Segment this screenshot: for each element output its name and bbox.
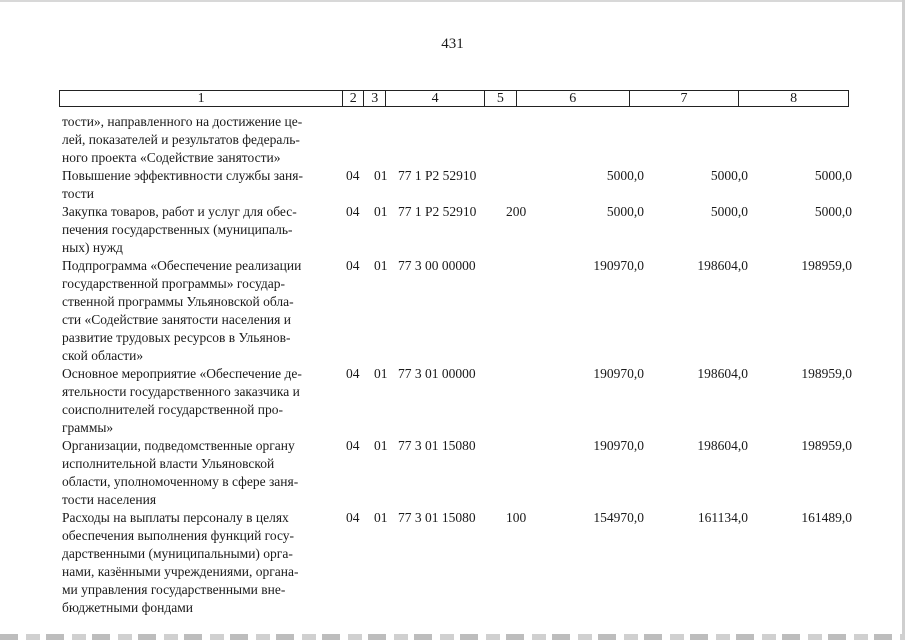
amount-col-6: 5000,0 (606, 168, 644, 183)
description-line: соисполнителей государственной про- (62, 402, 283, 417)
subsection-code: 01 (374, 510, 388, 525)
section-code: 04 (346, 510, 360, 525)
amount-col-7: 198604,0 (697, 438, 748, 453)
amount-col-8: 198959,0 (801, 366, 852, 381)
description-line: Повышение эффективности службы заня- (62, 168, 303, 183)
description-line: ственной программы Ульяновской обла- (62, 294, 294, 309)
amount-col-6: 190970,0 (593, 438, 644, 453)
amount-col-7: 161134,0 (697, 510, 748, 525)
table-body (62, 113, 852, 617)
description-line: тости населения (62, 492, 157, 507)
section-code: 04 (346, 168, 360, 183)
row-description (62, 365, 346, 437)
expense-type-code: 100 (506, 510, 527, 525)
expense-type-code: 200 (506, 204, 527, 219)
table-row (62, 509, 852, 617)
row-description (62, 167, 346, 203)
amount-col-8: 5000,0 (814, 168, 852, 183)
expense-type-code (506, 437, 544, 455)
amount-col-8: 198959,0 (801, 258, 852, 273)
row-description (62, 437, 346, 509)
header-col-6: 6 (517, 91, 630, 106)
target-article-code: 77 3 01 00000 (398, 366, 476, 381)
table-header (59, 90, 849, 107)
amount-col-6: 190970,0 (593, 366, 644, 381)
target-article-code: 77 3 01 15080 (398, 438, 476, 453)
section-code: 04 (346, 204, 360, 219)
description-line: дарственными (муниципальными) орга- (62, 546, 293, 561)
header-col-5: 5 (485, 91, 517, 106)
description-line: тости», направленного на достижение це- (62, 114, 303, 129)
amount-col-7: 198604,0 (697, 366, 748, 381)
amount-col-8: 161489,0 (801, 510, 852, 525)
row-description (62, 509, 346, 617)
table-row (62, 167, 852, 203)
amount-col-7: 198604,0 (697, 258, 748, 273)
row-values (346, 167, 852, 185)
subsection-code: 01 (374, 438, 388, 453)
row-description (62, 113, 346, 167)
description-line: Подпрограмма «Обеспечение реализации (62, 258, 302, 273)
subsection-code: 01 (374, 168, 388, 183)
row-values (346, 257, 852, 275)
description-line: развитие трудовых ресурсов в Ульянов- (62, 330, 291, 345)
description-line: сти «Содействие занятости населения и (62, 312, 291, 327)
description-line: области, уполномоченному в сфере заня- (62, 474, 299, 489)
expense-type-code (506, 365, 544, 383)
table-row (62, 113, 852, 167)
table-row (62, 257, 852, 365)
description-line: бюджетными фондами (62, 600, 193, 615)
description-line: граммы» (62, 420, 114, 435)
description-line: исполнительной власти Ульяновской (62, 456, 275, 471)
section-code: 04 (346, 366, 360, 381)
amount-col-6: 5000,0 (606, 204, 644, 219)
header-col-3: 3 (364, 91, 386, 106)
description-line: печения государственных (муниципаль- (62, 222, 293, 237)
description-line: Основное мероприятие «Обеспечение де- (62, 366, 302, 381)
row-values (346, 509, 852, 527)
header-col-8: 8 (790, 91, 798, 106)
description-line: ных) нужд (62, 240, 123, 255)
description-line: Расходы на выплаты персоналу в целях (62, 510, 289, 525)
target-article-code: 77 1 Р2 52910 (398, 204, 477, 219)
page-bottom-edge (0, 634, 905, 640)
subsection-code: 01 (374, 258, 388, 273)
amount-col-8: 5000,0 (814, 204, 852, 219)
description-line: ятельности государственного заказчика и (62, 384, 300, 399)
subsection-code: 01 (374, 204, 388, 219)
expense-type-code (506, 257, 544, 275)
description-line: ской области» (62, 348, 144, 363)
page-top-edge (0, 0, 905, 2)
amount-col-7: 5000,0 (710, 204, 748, 219)
target-article-code: 77 3 00 00000 (398, 258, 476, 273)
subsection-code: 01 (374, 366, 388, 381)
page-number: 431 (441, 36, 464, 52)
section-code: 04 (346, 438, 360, 453)
header-col-2: 2 (343, 91, 364, 106)
table-row (62, 437, 852, 509)
description-line: ми управления государственными вне- (62, 582, 286, 597)
row-values (346, 437, 852, 455)
amount-col-7: 5000,0 (710, 168, 748, 183)
table-row (62, 203, 852, 257)
row-values (346, 365, 852, 383)
amount-col-6: 154970,0 (593, 510, 644, 525)
description-line: государственной программы» государ- (62, 276, 285, 291)
row-values (346, 203, 852, 221)
header-col-1: 1 (60, 91, 343, 106)
target-article-code: 77 1 Р2 52910 (398, 168, 477, 183)
row-description (62, 257, 346, 365)
target-article-code: 77 3 01 15080 (398, 510, 476, 525)
table-row (62, 365, 852, 437)
description-line: тости (62, 186, 94, 201)
header-col-4: 4 (386, 91, 485, 106)
description-line: нами, казёнными учреждениями, органа- (62, 564, 299, 579)
amount-col-8: 198959,0 (801, 438, 852, 453)
expense-type-code (506, 167, 544, 185)
row-description (62, 203, 346, 257)
section-code: 04 (346, 258, 360, 273)
description-line: лей, показателей и результатов федераль- (62, 132, 300, 147)
description-line: Организации, подведомственные органу (62, 438, 295, 453)
description-line: Закупка товаров, работ и услуг для обес- (62, 204, 297, 219)
description-line: ного проекта «Содействие занятости» (62, 150, 281, 165)
description-line: обеспечения выполнения функций госу- (62, 528, 295, 543)
header-col-7: 7 (630, 91, 740, 106)
amount-col-6: 190970,0 (593, 258, 644, 273)
